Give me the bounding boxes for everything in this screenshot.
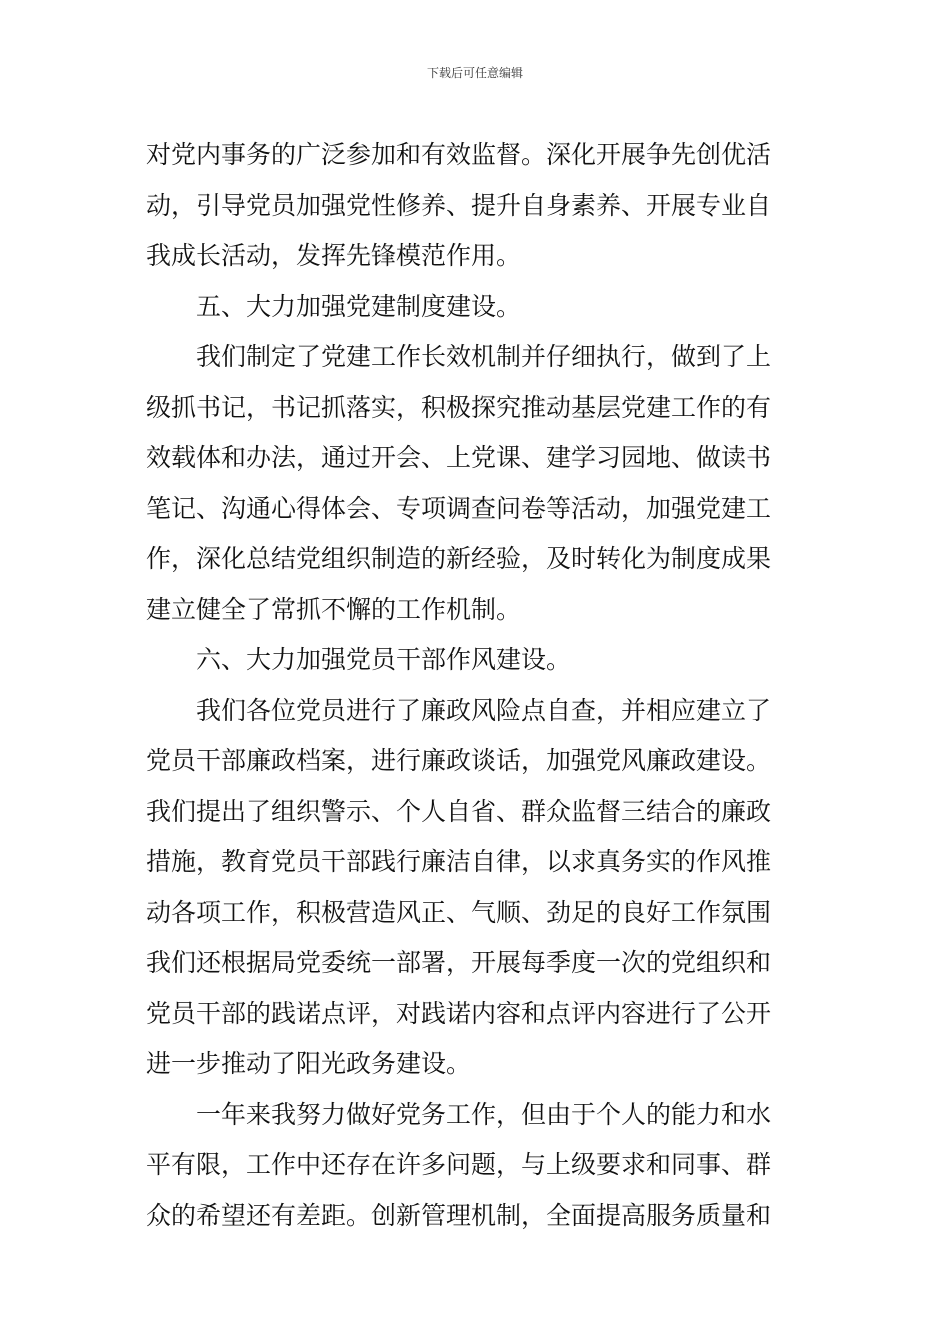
text-line: 党员干部廉政档案，进行廉政谈话，加强党风廉政建设。 (146, 746, 772, 775)
text-line: 建立健全了常抓不懈的工作机制。 (146, 594, 522, 624)
text-line: 作，深化总结党组织制造的新经验，及时转化为制度成果 (146, 544, 772, 573)
text-line: 我们还根据局党委统一部署，开展每季度一次的党组织和 (146, 948, 772, 977)
text-line: 效载体和办法，通过开会、上党课、建学习园地、做读书 (146, 443, 772, 472)
text-line: 动各项工作，积极营造风正、气顺、劲足的良好工作氛围 (146, 897, 772, 927)
text-line: 动，引导党员加强党性修养、提升自身素养、开展专业自 (146, 190, 772, 220)
page-header-note: 下载后可任意编辑 (426, 66, 523, 80)
text-line: 措施，教育党员干部践行廉洁自律，以求真务实的作风推 (146, 847, 772, 876)
text-line: 级抓书记，书记抓落实，积极探究推动基层党建工作的有 (146, 392, 772, 422)
text-line: 我们制定了党建工作长效机制并仔细执行，做到了上 (196, 342, 772, 371)
text-line: 笔记、沟通心得体会、专项调查问卷等活动，加强党建工 (146, 493, 772, 523)
text-line: 对党内事务的广泛参加和有效监督。深化开展争先创优活 (146, 140, 772, 169)
text-line: 平有限，工作中还存在许多问题，与上级要求和同事、群 (146, 1150, 772, 1179)
text-line: 我们各位党员进行了廉政风险点自查，并相应建立了 (196, 695, 772, 725)
section-heading: 六、大力加强党员干部作风建设。 (196, 645, 572, 674)
text-line: 党员干部的践诺点评，对践诺内容和点评内容进行了公开 (146, 998, 772, 1028)
text-line: 众的希望还有差距。创新管理机制，全面提高服务质量和 (146, 1200, 772, 1230)
text-line: 一年来我努力做好党务工作，但由于个人的能力和水 (196, 1099, 772, 1129)
text-line: 我们提出了组织警示、个人自省、群众监督三结合的廉政 (146, 796, 772, 826)
text-line: 进一步推动了阳光政务建设。 (146, 1049, 472, 1078)
section-heading: 五、大力加强党建制度建设。 (196, 291, 522, 321)
document-body (146, 130, 806, 1241)
text-line: 我成长活动，发挥先锋模范作用。 (146, 241, 522, 270)
